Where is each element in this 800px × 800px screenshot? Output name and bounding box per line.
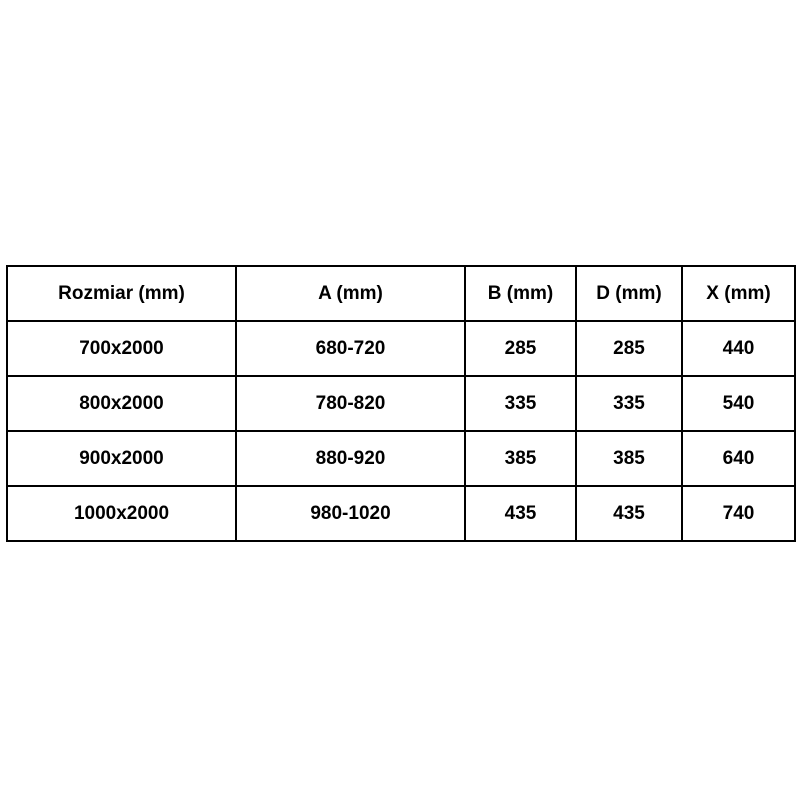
table-row <box>7 486 795 541</box>
cell-a: 880-920 <box>236 431 465 486</box>
cell-b: 435 <box>465 486 576 541</box>
cell-a: 680-720 <box>236 321 465 376</box>
cell-x: 640 <box>682 431 795 486</box>
cell-d: 385 <box>576 431 682 486</box>
table-row <box>7 321 795 376</box>
cell-size: 1000x2000 <box>7 486 236 541</box>
cell-d: 335 <box>576 376 682 431</box>
table-header-row <box>7 266 795 321</box>
cell-b: 335 <box>465 376 576 431</box>
table-row <box>7 376 795 431</box>
spec-table-container <box>6 265 794 542</box>
cell-a: 980-1020 <box>236 486 465 541</box>
cell-size: 900x2000 <box>7 431 236 486</box>
cell-x: 440 <box>682 321 795 376</box>
cell-d: 285 <box>576 321 682 376</box>
cell-x: 540 <box>682 376 795 431</box>
column-header-x: X (mm) <box>682 266 795 321</box>
cell-d: 435 <box>576 486 682 541</box>
cell-a: 780-820 <box>236 376 465 431</box>
cell-size: 800x2000 <box>7 376 236 431</box>
cell-x: 740 <box>682 486 795 541</box>
table-row <box>7 431 795 486</box>
column-header-a: A (mm) <box>236 266 465 321</box>
column-header-d: D (mm) <box>576 266 682 321</box>
cell-b: 385 <box>465 431 576 486</box>
column-header-b: B (mm) <box>465 266 576 321</box>
cell-size: 700x2000 <box>7 321 236 376</box>
dimensions-table <box>6 265 796 542</box>
column-header-size: Rozmiar (mm) <box>7 266 236 321</box>
cell-b: 285 <box>465 321 576 376</box>
